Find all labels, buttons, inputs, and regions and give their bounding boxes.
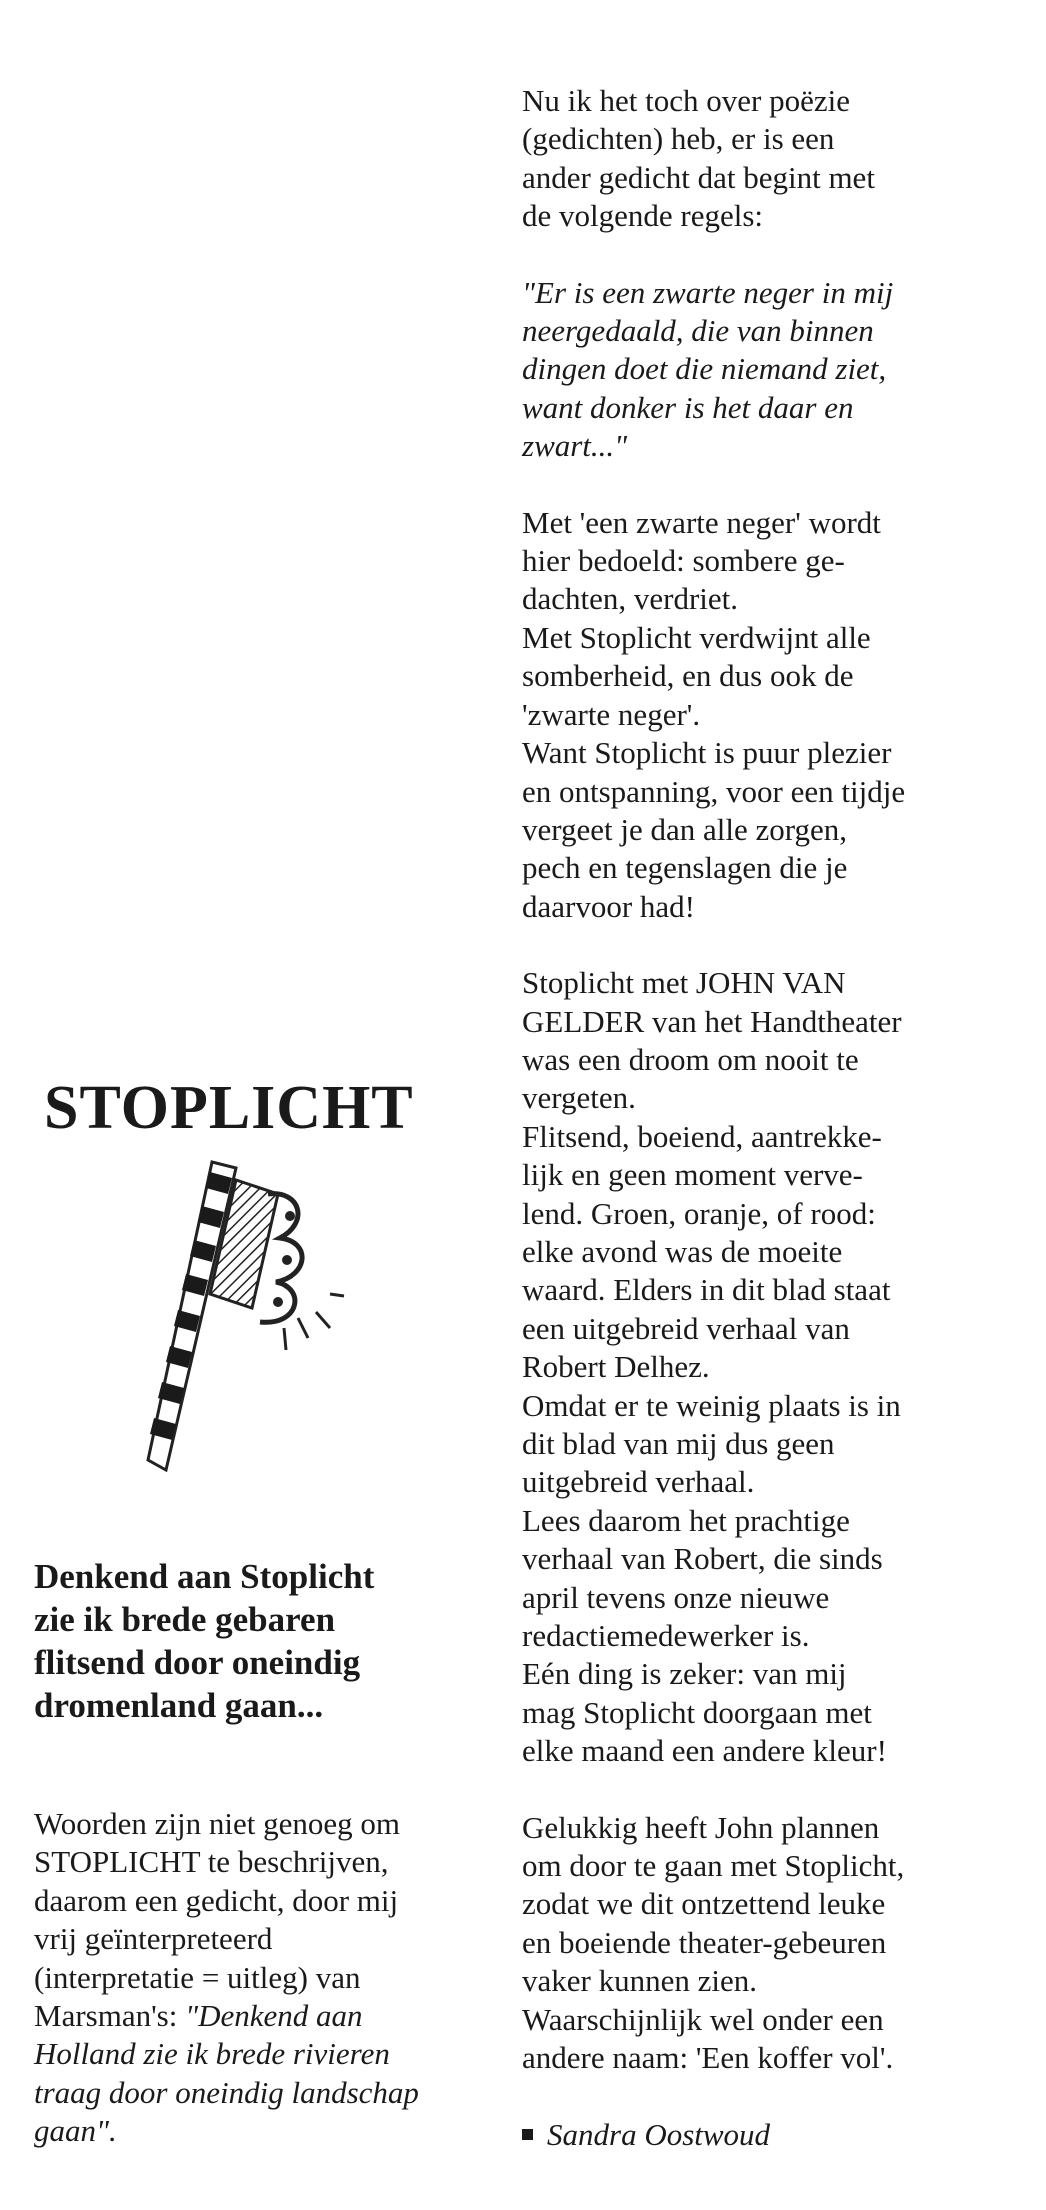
left-body-paragraph: [34, 1805, 474, 2151]
review-paragraph: [522, 964, 992, 1771]
text-line: somberheid, en dus ook de: [522, 658, 854, 694]
paragraph-gap: [522, 466, 992, 504]
text-line: vrij geïnterpreteerd: [34, 1921, 273, 1957]
text-line: zodat we dit ontzettend leuke: [522, 1886, 886, 1922]
tagline-poem: [34, 1555, 454, 1727]
text-line: Waarschijnlijk wel onder een: [522, 2001, 884, 2037]
paragraph-gap: [522, 2078, 992, 2116]
text-line: vaker kunnen zien.: [522, 1963, 757, 1999]
quote-line: gaan".: [34, 2113, 117, 2149]
closing-paragraph: [522, 1809, 992, 2078]
tagline-line: zie ik brede gebaren: [34, 1600, 336, 1639]
bullet-icon: [522, 2129, 533, 2140]
tagline-line: Denkend aan Stoplicht: [34, 1557, 375, 1596]
text-line: Gelukkig heeft John plannen: [522, 1809, 880, 1845]
text-line: daarom een gedicht, door mij: [34, 1882, 399, 1918]
author-byline: [522, 2116, 992, 2154]
text-line: Lees daarom het prachtige: [522, 1502, 850, 1538]
text-line: Omdat er te weinig plaats is in: [522, 1387, 901, 1423]
tagline-line: flitsend door oneindig: [34, 1643, 361, 1682]
poem-quote: [522, 274, 992, 466]
article-title: STOPLICHT: [44, 1074, 414, 1142]
text-line: april tevens onze nieuwe: [522, 1579, 830, 1615]
text-line: uitgebreid verhaal.: [522, 1464, 755, 1500]
text-line: Stoplicht met JOHN VAN: [522, 965, 846, 1001]
text-line: STOPLICHT te beschrijven,: [34, 1844, 389, 1880]
text-line: daarvoor had!: [522, 888, 695, 924]
traffic-light-icon: [140, 1160, 360, 1480]
text-line: Eén ding is zeker: van mij: [522, 1656, 847, 1692]
text-line: Nu ik het toch over poëzie: [522, 83, 850, 118]
tagline-line: dromenland gaan...: [34, 1686, 324, 1725]
text-line: was een droom om nooit te: [522, 1041, 859, 1077]
quote-line: zwart...": [522, 428, 628, 464]
text-line: redactiemedewerker is.: [522, 1618, 810, 1654]
quote-line: "Er is een zwarte neger in mij: [522, 274, 894, 310]
text-line: 'zwarte neger'.: [522, 696, 701, 732]
text-line: waard. Elders in dit blad staat: [522, 1272, 891, 1308]
text-line: Flitsend, boeiend, aantrekke-: [522, 1118, 882, 1154]
quote-line: Holland zie ik brede rivieren: [34, 2036, 390, 2072]
quote-line: dingen doet die niemand ziet,: [522, 351, 887, 387]
text-line: vergeten.: [522, 1080, 636, 1116]
text-line: pech en tegenslagen die je: [522, 850, 848, 886]
text-line: Want Stoplicht is puur plezier: [522, 735, 892, 771]
traffic-light-pole: [148, 1162, 236, 1470]
text-line: elke avond was de moeite: [522, 1233, 843, 1269]
text-line: hier bedoeld: sombere ge-: [522, 543, 845, 579]
text-line: GELDER van het Handtheater: [522, 1003, 902, 1039]
text-line: andere naam: 'Een koffer vol'.: [522, 2040, 894, 2076]
text-line: [34, 1997, 474, 2035]
text-line: Met Stoplicht verdwijnt alle: [522, 619, 871, 655]
intro-paragraph: [522, 82, 992, 236]
text-line: (gedichten) heb, er is een: [522, 121, 835, 157]
text-line: (interpretatie = uitleg) van: [34, 1959, 361, 1995]
text-line: mag Stoplicht doorgaan met: [522, 1694, 872, 1730]
marsman-prefix: Marsman's:: [34, 1998, 186, 2034]
text-line: de volgende regels:: [522, 198, 764, 234]
right-column: [522, 82, 992, 2154]
text-line: een uitgebreid verhaal van: [522, 1310, 850, 1346]
author-name: Sandra Oostwoud: [547, 2116, 771, 2152]
quote-line: neergedaald, die van binnen: [522, 313, 874, 349]
text-line: en ontspanning, voor een tijdje: [522, 773, 906, 809]
paragraph-gap: [522, 236, 992, 274]
text-line: dachten, verdriet.: [522, 581, 739, 617]
explanation-paragraph: [522, 504, 992, 926]
text-line: om door te gaan met Stoplicht,: [522, 1848, 905, 1884]
text-line: Met 'een zwarte neger' wordt: [522, 504, 881, 540]
text-line: lijk en geen moment verve-: [522, 1157, 863, 1193]
text-line: dit blad van mij dus geen: [522, 1426, 835, 1461]
text-line: vergeet je dan alle zorgen,: [522, 811, 848, 847]
text-line: lend. Groen, oranje, of rood:: [522, 1195, 876, 1231]
paragraph-gap: [522, 1771, 992, 1809]
text-line: Robert Delhez.: [522, 1349, 710, 1385]
text-line: ander gedicht dat begint met: [522, 159, 875, 195]
paragraph-gap: [522, 926, 992, 964]
quote-line: "Denkend aan: [185, 1998, 363, 2034]
text-line: elke maand een andere kleur!: [522, 1733, 887, 1769]
text-line: verhaal van Robert, die sinds: [522, 1541, 883, 1577]
text-line: en boeiende theater-gebeuren: [522, 1924, 887, 1960]
text-line: Woorden zijn niet genoeg om: [34, 1806, 400, 1841]
quote-line: traag door oneindig landschap: [34, 2074, 419, 2110]
quote-line: want donker is het daar en: [522, 389, 854, 425]
